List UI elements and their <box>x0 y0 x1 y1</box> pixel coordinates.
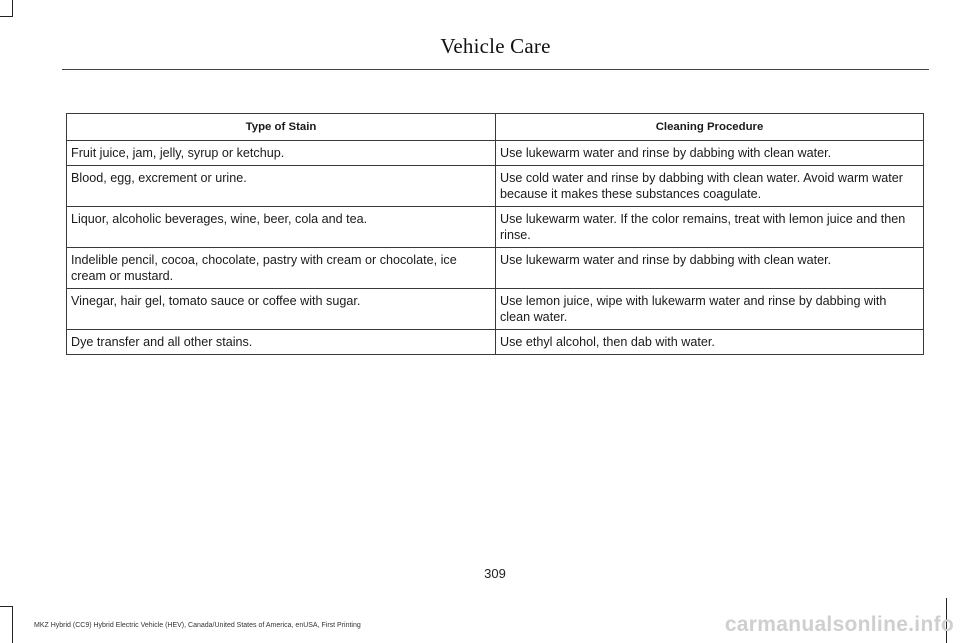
table-row <box>67 207 924 248</box>
table-header-row <box>67 114 924 141</box>
cleaning-procedure-cell: Use lukewarm water and rinse by dabbing with clean water. <box>495 141 923 166</box>
page-title: Vehicle Care <box>440 34 551 58</box>
crop-mark-bottom-left-vertical <box>12 606 13 643</box>
table-row <box>67 289 924 330</box>
cleaning-procedure-cell: Use ethyl alcohol, then dab with water. <box>495 330 923 355</box>
watermark: carmanualsonline.info <box>724 613 954 636</box>
stain-type-cell: Vinegar, hair gel, tomato sauce or coffee with sugar. <box>67 289 496 330</box>
crop-mark-bottom-left-horizontal <box>0 606 13 607</box>
table-row <box>67 141 924 166</box>
edition-footer: MKZ Hybrid (CC9) Hybrid Electric Vehicle (HEV), Canada/United States of America, enUSA, First Printing <box>34 622 361 629</box>
stain-type-cell: Fruit juice, jam, jelly, syrup or ketchup. <box>67 141 496 166</box>
title-divider <box>62 69 929 70</box>
page-number: 309 <box>484 566 506 581</box>
crop-mark-top-left-horizontal <box>0 16 13 17</box>
table-row <box>67 330 924 355</box>
cleaning-procedure-cell: Use lemon juice, wipe with lukewarm water and rinse by dabbing with clean water. <box>495 289 923 330</box>
stain-type-cell: Liquor, alcoholic beverages, wine, beer, cola and tea. <box>67 207 496 248</box>
cleaning-procedure-cell: Use lukewarm water. If the color remains, treat with lemon juice and then rinse. <box>495 207 923 248</box>
cleaning-procedure-cell: Use lukewarm water and rinse by dabbing with clean water. <box>495 248 923 289</box>
column-header-cleaning-procedure: Cleaning Procedure <box>495 114 923 141</box>
stain-type-cell: Blood, egg, excrement or urine. <box>67 166 496 207</box>
stain-cleaning-table <box>66 113 924 355</box>
table-row <box>67 248 924 289</box>
column-header-type-of-stain: Type of Stain <box>67 114 496 141</box>
cleaning-procedure-cell: Use cold water and rinse by dabbing with clean water. Avoid warm water because it makes these substances coagulate. <box>495 166 923 207</box>
crop-mark-top-left-vertical <box>12 0 13 16</box>
table-row <box>67 166 924 207</box>
stain-type-cell: Dye transfer and all other stains. <box>67 330 496 355</box>
stain-type-cell: Indelible pencil, cocoa, chocolate, pastry with cream or chocolate, ice cream or mustard. <box>67 248 496 289</box>
